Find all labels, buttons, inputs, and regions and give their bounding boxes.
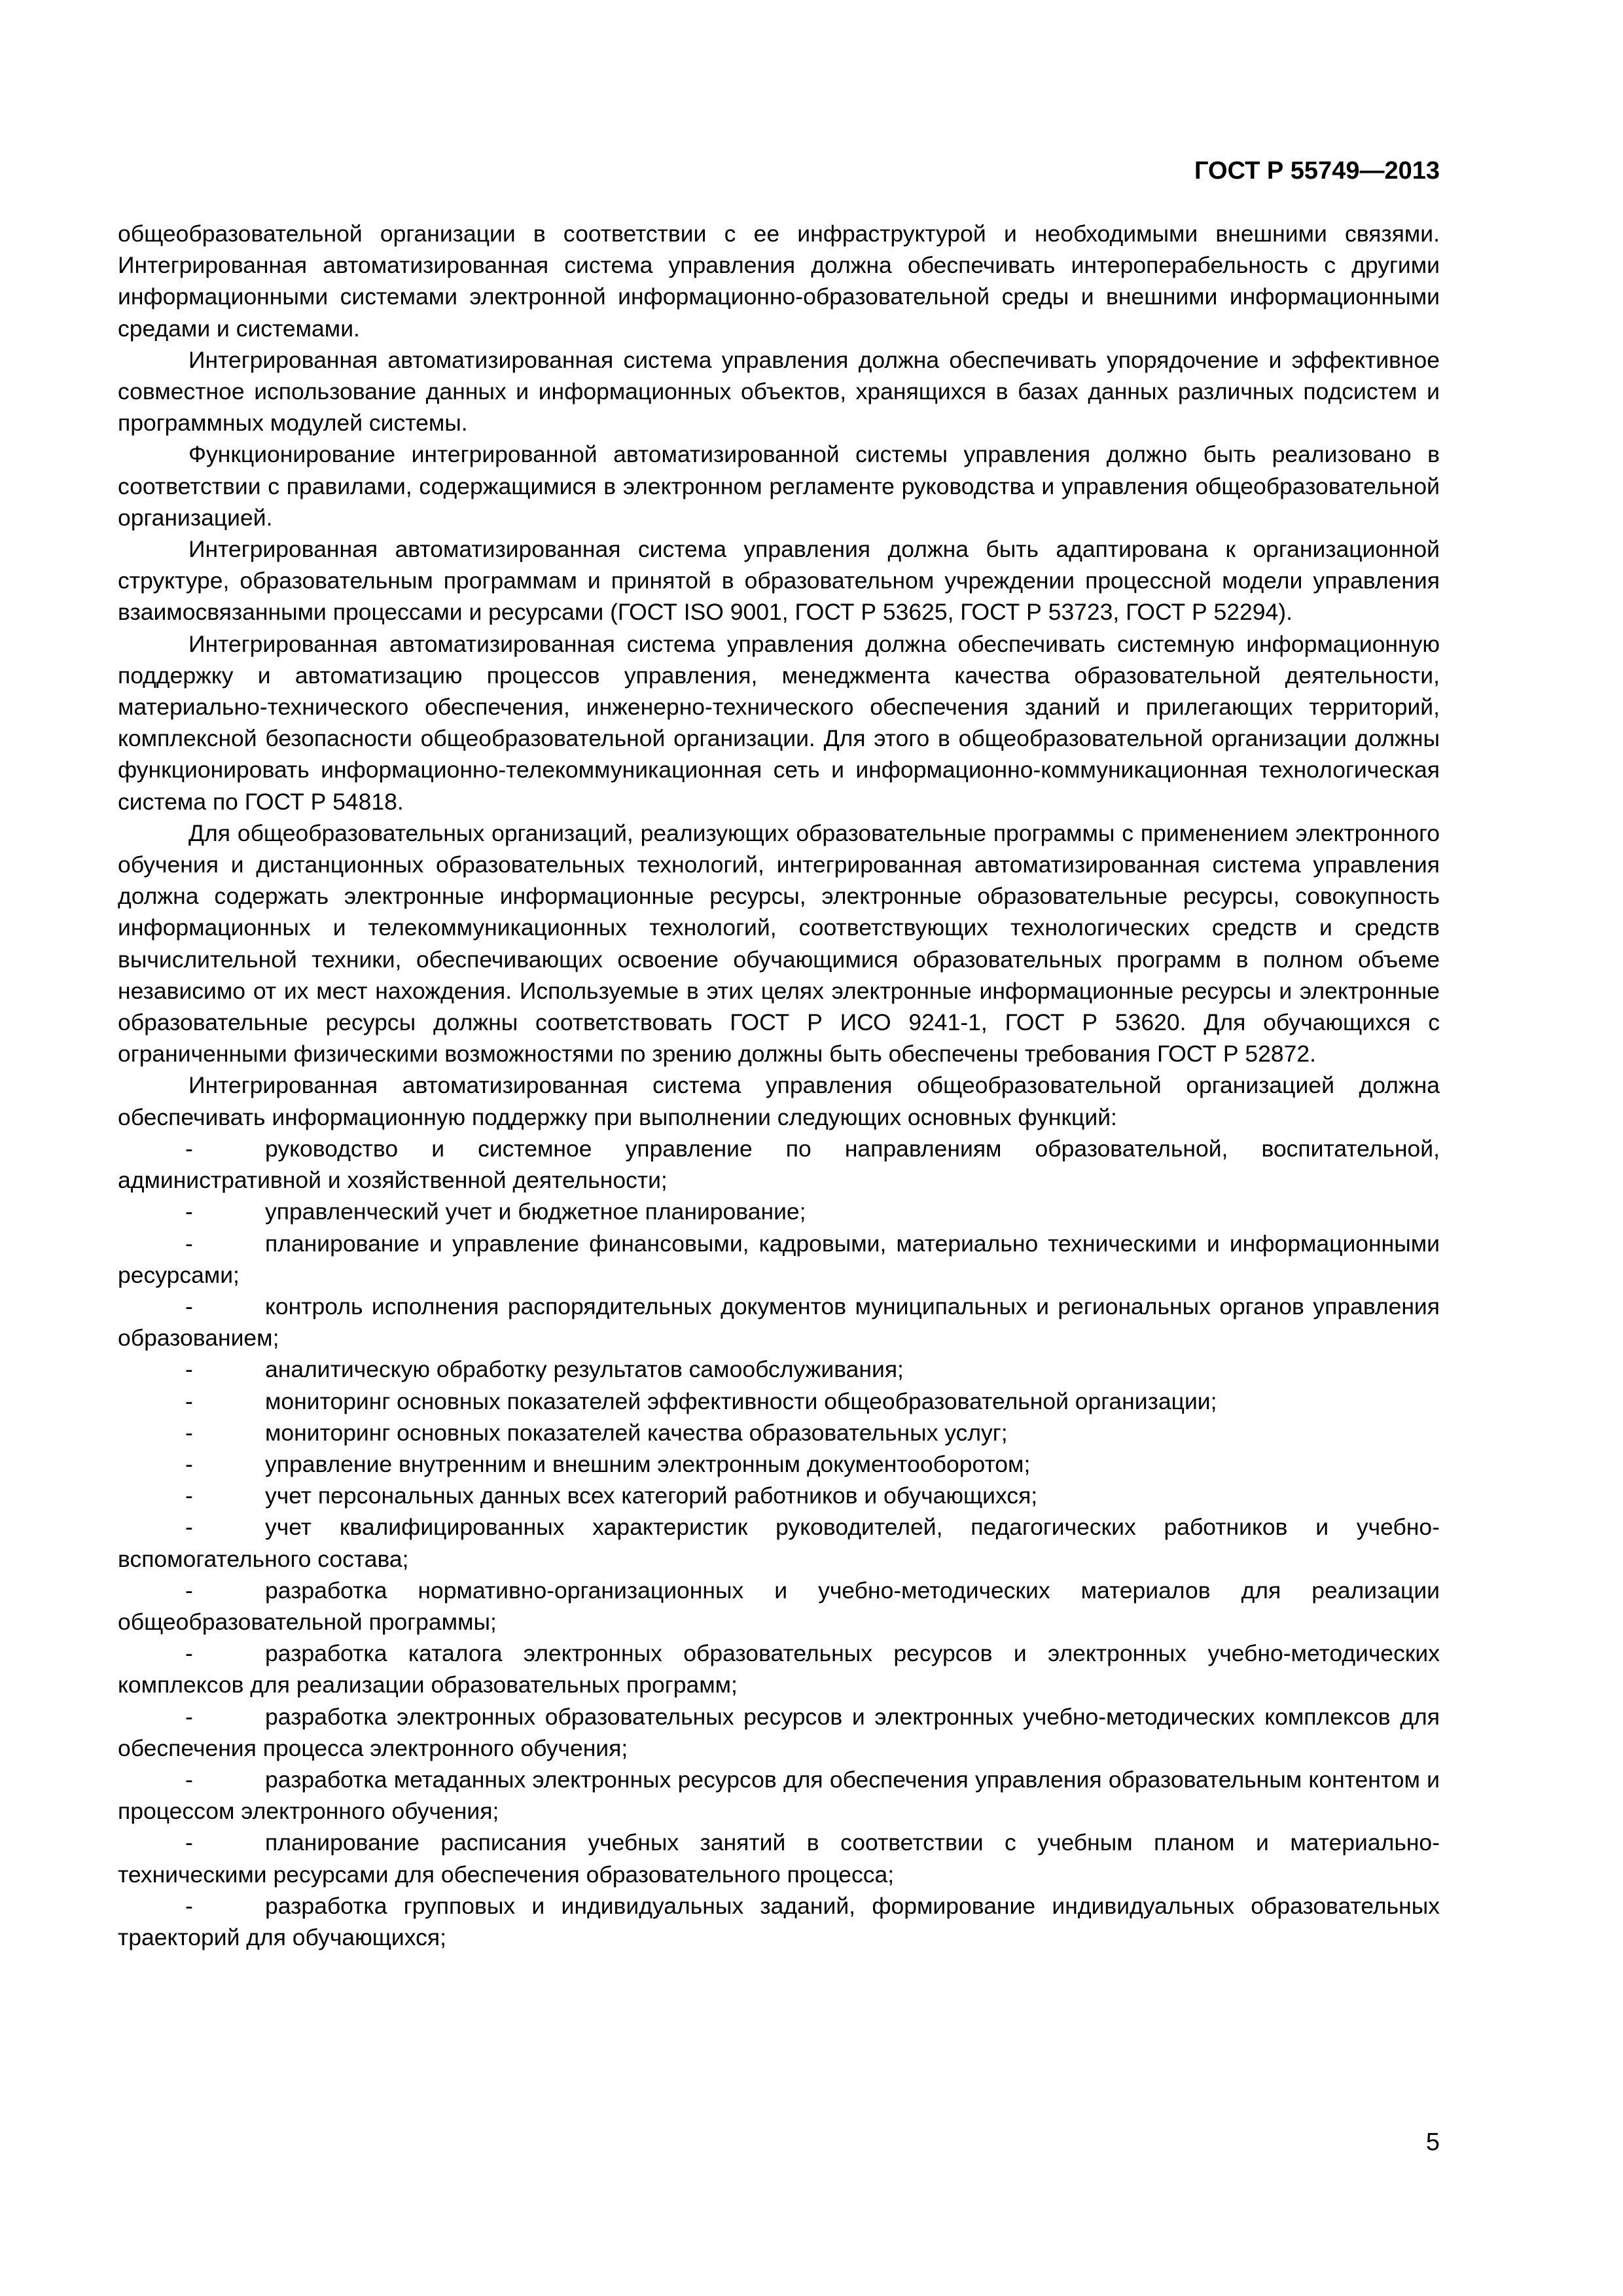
list-dash: - [185, 1419, 193, 1446]
page-number: 5 [1425, 2128, 1440, 2156]
list-item-text: управленческий учет и бюджетное планирование; [265, 1198, 806, 1225]
list-item [118, 1480, 1440, 1511]
list-item-text: управление внутренним и внешним электронным документооборотом; [265, 1450, 1031, 1477]
list-dash: - [185, 1293, 193, 1319]
paragraph-functions-intro: Интегрированная автоматизированная система управления общеобразовательной организацией должна обеспечивать информационную поддержку при выполнении следующих основных функций: [118, 1072, 1440, 1130]
list-item-text: учет персональных данных всех категорий работников и обучающихся; [265, 1482, 1038, 1509]
list-dash: - [185, 1356, 193, 1383]
list-item [118, 1417, 1440, 1448]
list-dash: - [185, 1703, 193, 1730]
list-item-text: учет квалифицированных характеристик руководителей, педагогических работников и учебно-вспомогательного состава; [118, 1514, 1440, 1572]
list-item [118, 1638, 1440, 1700]
body-text [118, 218, 1440, 1953]
list-dash: - [185, 1388, 193, 1414]
list-item-text: разработка групповых и индивидуальных заданий, формирование индивидуальных образовательных траекторий для обучающихся; [118, 1892, 1440, 1950]
list-item [118, 1354, 1440, 1385]
list-item [118, 1827, 1440, 1890]
standard-designation: ГОСТ Р 55749—2013 [1194, 157, 1440, 185]
list-item [118, 1575, 1440, 1638]
list-item [118, 1291, 1440, 1354]
list-item-text: разработка каталога электронных образовательных ресурсов и электронных учебно-методических комплексов для реализации образовательных программ; [118, 1640, 1440, 1698]
list-dash: - [185, 1829, 193, 1856]
list-item [118, 1448, 1440, 1480]
list-dash: - [185, 1135, 193, 1162]
paragraph-e-learning: Для общеобразовательных организаций, реализующих образовательные программы с применением электронного обучения и дистанционных образовательных технологий, интегрированная автоматизированная система управления должна содержать электронные информационные ресурсы, электронные образовательные ресурсы, совокупность информационных и телекоммуникационных технологий, соответствующих технологических средств и средств вычислительной техники, обеспечивающих освоение обучающимися образовательных программ в полном объеме независимо от их мест нахождения. Используемые в этих целях электронные информационные ресурсы и электронные образовательные ресурсы должны соответствовать ГОСТ Р ИСО 9241-1, ГОСТ Р 53620. Для обучающихся с ограниченными физическими возможностями по зрению должны быть обеспечены требования ГОСТ Р 52872. [118, 819, 1440, 1067]
list-dash: - [185, 1482, 193, 1509]
paragraph-data-sharing: Интегрированная автоматизированная система управления должна обеспечивать упорядочение и эффективное совместное использование данных и информационных объектов, хранящихся в базах данных различных подсистем и программных модулей системы. [118, 346, 1440, 437]
list-item-text: руководство и системное управление по направлениям образовательной, воспитательной, административной и хозяйственной деятельности; [118, 1135, 1440, 1194]
list-item [118, 1228, 1440, 1291]
list-item-text: контроль исполнения распорядительных документов муниципальных и региональных органов управления образованием; [118, 1293, 1440, 1352]
list-item [118, 1511, 1440, 1574]
list-item-text: разработка нормативно-организационных и учебно-методических материалов для реализации общеобразовательной программы; [118, 1577, 1440, 1635]
list-dash: - [185, 1198, 193, 1225]
list-item-text: разработка метаданных электронных ресурсов для обеспечения управления образовательным контентом и процессом электронного обучения; [118, 1766, 1440, 1825]
list-item-text: аналитическую обработку результатов самообслуживания; [265, 1356, 904, 1383]
list-item-text: мониторинг основных показателей эффективности общеобразовательной организации; [265, 1388, 1217, 1414]
paragraph-adaptation: Интегрированная автоматизированная система управления должна быть адаптирована к организационной структуре, образовательным программам и принятой в образовательном учреждении процессной модели управления взаимосвязанными процессами и ресурсами (ГОСТ ISO 9001, ГОСТ Р 53625, ГОСТ Р 53723, ГОСТ Р 52294). [118, 536, 1440, 626]
list-item [118, 1386, 1440, 1417]
function-list [118, 1133, 1440, 1953]
list-dash: - [185, 1577, 193, 1604]
list-item-text: разработка электронных образовательных ресурсов и электронных учебно-методических комплексов для обеспечения процесса электронного обучения; [118, 1703, 1440, 1761]
list-item [118, 1701, 1440, 1764]
list-dash: - [185, 1230, 193, 1257]
paragraph-support: Интегрированная автоматизированная система управления должна обеспечивать системную информационную поддержку и автоматизацию процессов управления, менеджмента качества образовательной деятельности, материально-технического обеспечения, инженерно-технического обеспечения зданий и прилегающих территорий, комплексной безопасности общеобразовательной организации. Для этого в общеобразовательной организации должны функционировать информационно-телекоммуникационная сеть и информационно-коммуникационная технологическая система по ГОСТ Р 54818. [118, 630, 1440, 815]
list-item [118, 1196, 1440, 1227]
list-item [118, 1764, 1440, 1827]
paragraph-regulation: Функционирование интегрированной автоматизированной системы управления должно быть реализовано в соответствии с правилами, содержащимися в электронном регламенте руководства и управления общеобразовательной организацией. [118, 441, 1440, 531]
list-item-text: мониторинг основных показателей качества образовательных услуг; [265, 1419, 1008, 1446]
list-dash: - [185, 1514, 193, 1541]
list-item-text: планирование и управление финансовыми, кадровыми, материально техническими и информационными ресурсами; [118, 1230, 1440, 1288]
list-item [118, 1890, 1440, 1953]
list-dash: - [185, 1766, 193, 1793]
list-dash: - [185, 1640, 193, 1667]
list-dash: - [185, 1892, 193, 1919]
list-item-text: планирование расписания учебных занятий в соответствии с учебным планом и материально-техническими ресурсами для обеспечения образовательного процесса; [118, 1829, 1440, 1888]
paragraph-continuation: общеобразовательной организации в соответствии с ее инфраструктурой и необходимыми внешними связями. Интегрированная автоматизированная система управления должна обеспечивать интероперабельность с другими информационными системами электронной информационно-образовательной среды и внешними информационными средами и системами. [118, 221, 1440, 342]
list-item [118, 1133, 1440, 1196]
list-dash: - [185, 1450, 193, 1477]
